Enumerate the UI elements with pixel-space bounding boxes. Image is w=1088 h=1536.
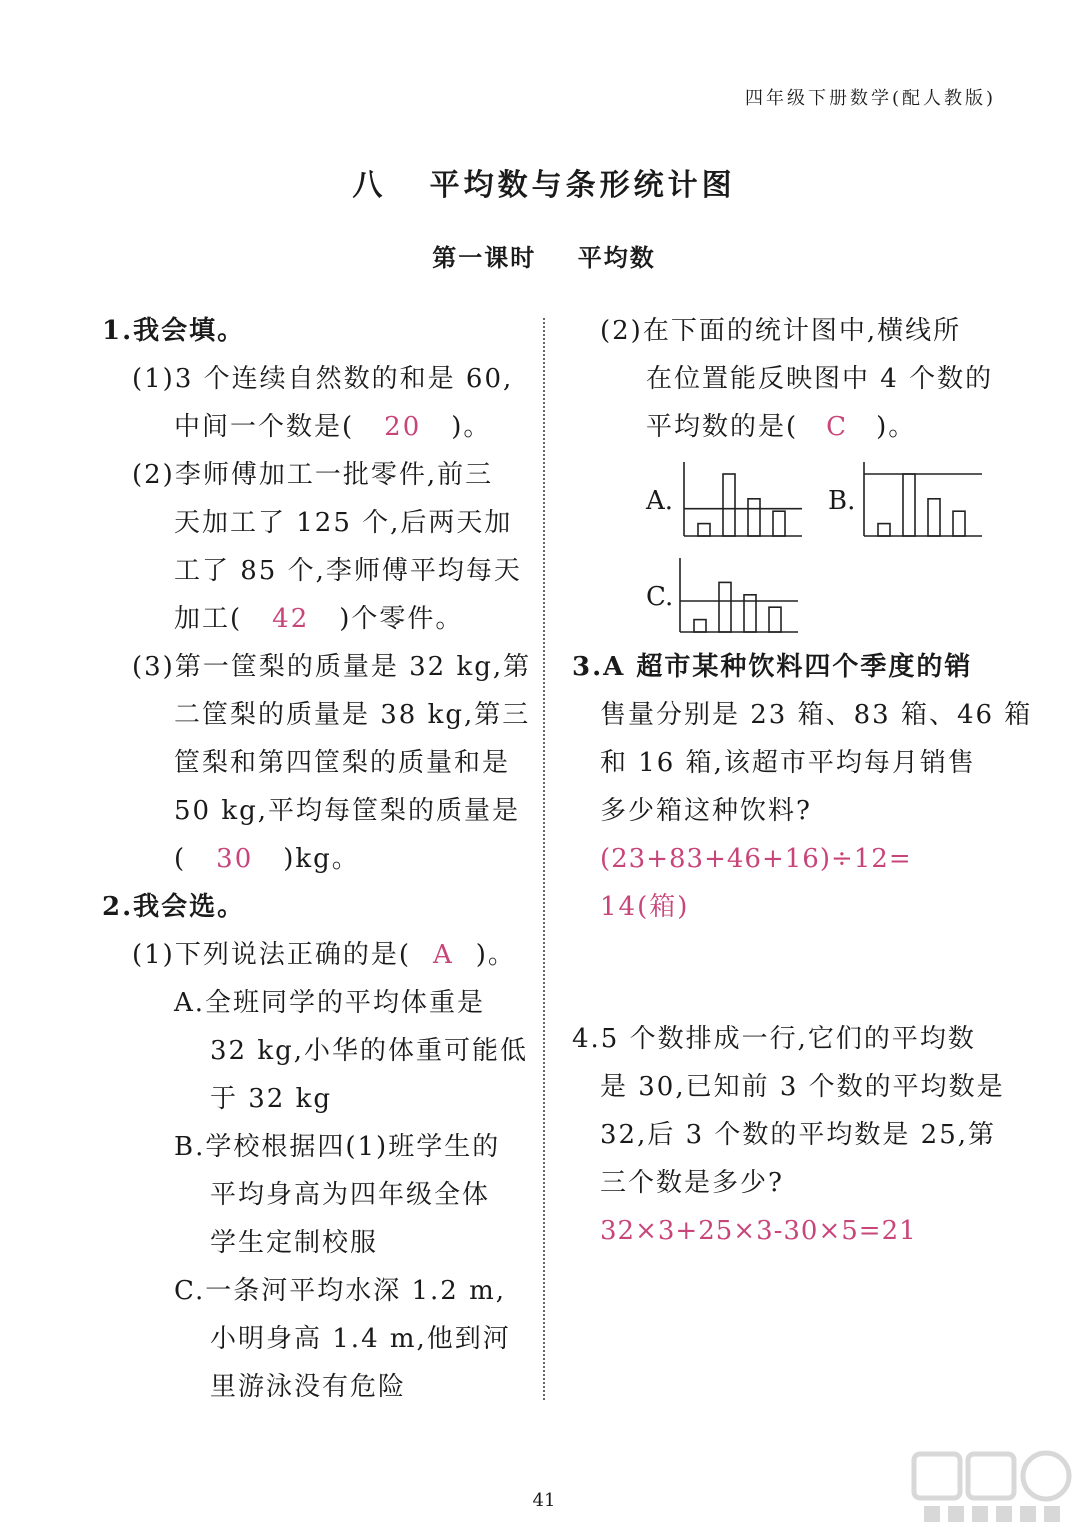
- q2-2-line1: (2)在下面的统计图中,横线所: [600, 316, 962, 346]
- q2-1-option-c-line1: C.一条河平均水深 1.2 m,: [174, 1276, 507, 1306]
- q1-2-line2: 天加工了 125 个,后两天加: [174, 508, 513, 538]
- q4-answer: 32×3+25×3-30×5=21: [600, 1216, 917, 1246]
- q1-2-line4: [174, 604, 463, 634]
- chart-bar: [748, 499, 760, 536]
- q2-2-line2: 在位置能反映图中 4 个数的: [646, 364, 994, 394]
- q2-title: 2.我会选。: [102, 892, 246, 922]
- q1-1-text-b: )。: [451, 412, 492, 442]
- chart-option-c-label: C.: [646, 582, 674, 612]
- chart-bar: [723, 474, 735, 536]
- q1-3-line3: 筐梨和第四筐梨的质量和是: [174, 748, 511, 778]
- q2-1-option-c-line3: 里游泳没有危险: [210, 1372, 407, 1402]
- q4-line2: 是 30,已知前 3 个数的平均数是: [600, 1072, 1005, 1102]
- q2-1-option-b-line1: B.学校根据四(1)班学生的: [174, 1132, 501, 1162]
- q1-3-line1: (3)第一筐梨的质量是 32 kg,第: [132, 652, 532, 682]
- q2-1-option-b-line3: 学生定制校服: [210, 1228, 379, 1258]
- q1-1-line1: (1)3 个连续自然数的和是 60,: [132, 364, 514, 394]
- q3-text: 3.A 超市某种饮料四个季度的销: [572, 652, 973, 682]
- q1-3-answer: 30: [216, 844, 254, 874]
- q4-line3: 32,后 3 个数的平均数是 25,第: [600, 1120, 997, 1150]
- chart-option-a: [680, 460, 804, 540]
- q1-2-line3: 工了 85 个,李师傅平均每天: [174, 556, 522, 586]
- q4-line4: 三个数是多少?: [600, 1168, 784, 1198]
- column-divider: [543, 318, 545, 1400]
- chart-bar: [769, 607, 781, 632]
- q2-1-answer: A: [432, 940, 454, 970]
- q1-2-answer: 42: [272, 604, 310, 634]
- q1-3-line2: 二筐梨的质量是 38 kg,第三: [174, 700, 531, 730]
- q1-1-text-a: 中间一个数是(: [174, 412, 355, 442]
- q2-1-option-a-line3: 于 32 kg: [210, 1084, 333, 1114]
- q1-2-text-a: 加工(: [174, 604, 243, 634]
- q3-line4: 多少箱这种饮料?: [600, 796, 812, 826]
- page-number: 41: [532, 1490, 556, 1511]
- chart-bar: [719, 582, 731, 632]
- q3-line2: 售量分别是 23 箱、83 箱、46 箱: [600, 700, 1033, 730]
- q1-2-text-b: )个零件。: [339, 604, 464, 634]
- q2-1-option-a-line2: 32 kg,小华的体重可能低: [210, 1036, 529, 1066]
- q1-title: 1.我会填。: [102, 316, 246, 346]
- q1-3-text-b: )kg。: [283, 844, 360, 874]
- chart-bar: [698, 524, 710, 536]
- q2-1-option-b-line2: 平均身高为四年级全体: [210, 1180, 491, 1210]
- chart-option-a-label: A.: [646, 486, 674, 516]
- chart-bar: [953, 511, 965, 536]
- chart-bar: [773, 511, 785, 536]
- q1-3-line4: 50 kg,平均每筐梨的质量是: [174, 796, 521, 826]
- q3-line1: [572, 652, 972, 682]
- q2-1-option-c-line2: 小明身高 1.4 m,他到河: [210, 1324, 511, 1354]
- q2-1-line1: [132, 940, 516, 970]
- q2-1-text-b: )。: [475, 940, 516, 970]
- chart-option-c: [676, 556, 800, 636]
- q1-2-line1: (2)李师傅加工一批零件,前三: [132, 460, 494, 490]
- chart-bar: [878, 524, 890, 536]
- book-title-header: 四年级下册数学(配人教版): [744, 88, 996, 109]
- chart-bar: [928, 499, 940, 536]
- q1-3-line5: [174, 844, 360, 874]
- q2-2-text-b: )。: [876, 412, 917, 442]
- q2-2-line3: [646, 412, 916, 442]
- chart-bar: [694, 620, 706, 632]
- q2-2-answer: C: [826, 412, 849, 442]
- q3-answer-line1: (23+83+46+16)÷12=: [600, 844, 912, 874]
- q2-2-text-a: 平均数的是(: [646, 412, 799, 442]
- chart-option-b-label: B.: [828, 486, 856, 516]
- chart-option-b: [860, 460, 984, 540]
- chart-bar: [903, 474, 915, 536]
- chapter-title: 八 平均数与条形统计图: [352, 168, 736, 203]
- q2-1-option-a-line1: A.全班同学的平均体重是: [174, 988, 486, 1018]
- q1-3-text-a: (: [174, 844, 187, 874]
- q2-1-text-a: (1)下列说法正确的是(: [132, 940, 411, 970]
- lesson-title: 第一课时 平均数: [432, 243, 656, 272]
- q1-1-line2: [174, 412, 491, 442]
- q3-line3: 和 16 箱,该超市平均每月销售: [600, 748, 976, 778]
- watermark-logo-icon: [910, 1448, 1080, 1528]
- q1-1-answer: 20: [384, 412, 422, 442]
- q4-line1: 4.5 个数排成一行,它们的平均数: [572, 1024, 976, 1054]
- q3-answer-line2: 14(箱): [600, 892, 690, 922]
